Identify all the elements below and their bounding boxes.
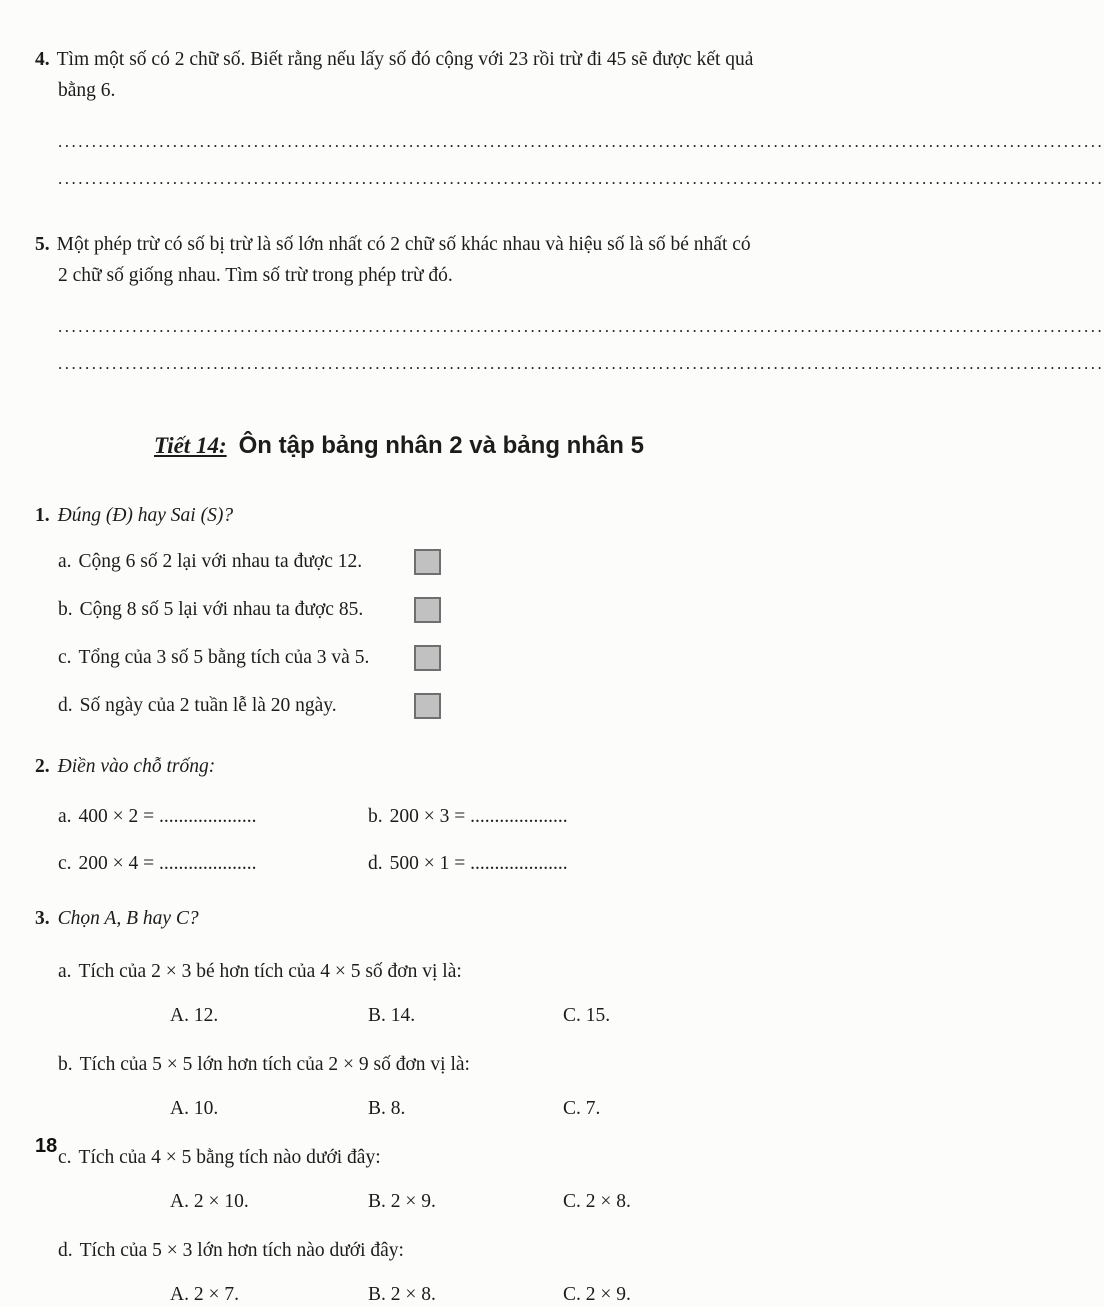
fill-item-b: b. 200 × 3 = .................... xyxy=(368,806,568,827)
page-number: 18 xyxy=(35,1135,58,1157)
true-false-item-a xyxy=(35,544,763,579)
problem-5-number: 5. xyxy=(35,234,50,255)
option-c: C. 2 × 8. xyxy=(563,1191,631,1212)
mc-question-a xyxy=(35,957,763,1027)
option-c: C. 7. xyxy=(563,1098,601,1119)
option-a: A. 10. xyxy=(170,1098,219,1119)
option-c: C. 2 × 9. xyxy=(563,1284,631,1305)
problem-5-statement: Một phép trừ có số bị trừ là số lớn nhất có 2 chữ số khác nhau và hiệu số là số bé nhất có 2 chữ số giống nhau. Tìm số trừ trong phép trừ đó. xyxy=(56,234,751,286)
exercise-3-number: 3. xyxy=(35,908,50,929)
mc-question-b xyxy=(35,1050,763,1120)
option-c: C. 15. xyxy=(563,1005,611,1026)
item-text: c. Tổng của 3 số 5 bằng tích của 3 và 5. xyxy=(58,646,370,668)
problem-5 xyxy=(35,229,1104,382)
exercise-3-prompt xyxy=(35,903,763,934)
mc-options xyxy=(35,1284,763,1306)
exercise-2-number: 2. xyxy=(35,756,50,777)
answer-box xyxy=(414,693,441,719)
mc-question-text: a. Tích của 2 × 3 bé hơn tích của 4 × 5 số đơn vị là: xyxy=(58,961,462,982)
option-a: A. 12. xyxy=(170,1005,219,1026)
fill-in-grid xyxy=(35,806,763,875)
lesson-title: Ôn tập bảng nhân 2 và bảng nhân 5 xyxy=(238,432,644,459)
option-a: A. 2 × 10. xyxy=(170,1191,249,1212)
mc-question-d xyxy=(35,1236,763,1306)
problem-4-number: 4. xyxy=(35,49,50,70)
option-b: B. 2 × 8. xyxy=(368,1284,436,1305)
fill-item-d: d. 500 × 1 = .................... xyxy=(368,853,568,874)
exercise-1 xyxy=(35,500,763,723)
mc-question-c xyxy=(35,1143,763,1213)
answer-box xyxy=(414,597,441,623)
answer-line: ........................................................................................................................................................... xyxy=(58,354,1104,373)
fill-item-a: a. 400 × 2 = .................... xyxy=(58,806,257,827)
mc-question-text: c. Tích của 4 × 5 bằng tích nào dưới đây: xyxy=(58,1147,381,1168)
item-text: d. Số ngày của 2 tuần lễ là 20 ngày. xyxy=(58,694,337,716)
item-text: b. Cộng 8 số 5 lại với nhau ta được 85. xyxy=(58,598,364,620)
true-false-item-d xyxy=(35,688,763,723)
answer-box xyxy=(414,549,441,575)
answer-line: ........................................................................................................................................................... xyxy=(58,169,1104,188)
exercise-1-number: 1. xyxy=(35,505,50,526)
mc-options xyxy=(35,1098,763,1120)
option-a: A. 2 × 7. xyxy=(170,1284,239,1305)
exercise-2-prompt xyxy=(35,751,763,782)
answer-box xyxy=(414,645,441,671)
exercise-2 xyxy=(35,751,763,875)
problem-4 xyxy=(35,44,1104,197)
mc-options xyxy=(35,1005,763,1027)
item-text: a. Cộng 6 số 2 lại với nhau ta được 12. xyxy=(58,550,363,572)
problem-4-statement: Tìm một số có 2 chữ số. Biết rằng nếu lấy số đó cộng với 23 rồi trừ đi 45 sẽ được kết quả bằng 6. xyxy=(56,49,754,101)
option-b: B. 8. xyxy=(368,1098,406,1119)
exercise-2-prompt-text: Điền vào chỗ trống: xyxy=(57,756,216,777)
lesson-number-label: Tiết 14: xyxy=(154,433,227,458)
exercise-1-prompt-text: Đúng (Đ) hay Sai (S)? xyxy=(57,505,234,526)
exercise-3 xyxy=(35,903,763,1306)
mc-question-text: b. Tích của 5 × 5 lớn hơn tích của 2 × 9 số đơn vị là: xyxy=(58,1054,470,1075)
answer-line: ........................................................................................................................................................... xyxy=(58,317,1104,336)
problem-4-text xyxy=(35,44,763,106)
true-false-item-b xyxy=(35,592,763,627)
option-b: B. 2 × 9. xyxy=(368,1191,436,1212)
lesson-heading xyxy=(35,432,763,460)
option-b: B. 14. xyxy=(368,1005,416,1026)
exercise-1-prompt xyxy=(35,500,763,531)
mc-question-text: d. Tích của 5 × 3 lớn hơn tích nào dưới đây: xyxy=(58,1240,404,1261)
answer-line: ........................................................................................................................................................... xyxy=(58,132,1104,151)
exercise-3-prompt-text: Chọn A, B hay C? xyxy=(57,908,199,929)
problem-5-text xyxy=(35,229,763,291)
fill-item-c: c. 200 × 4 = .................... xyxy=(58,853,257,874)
mc-options xyxy=(35,1191,763,1213)
true-false-item-c xyxy=(35,640,763,675)
